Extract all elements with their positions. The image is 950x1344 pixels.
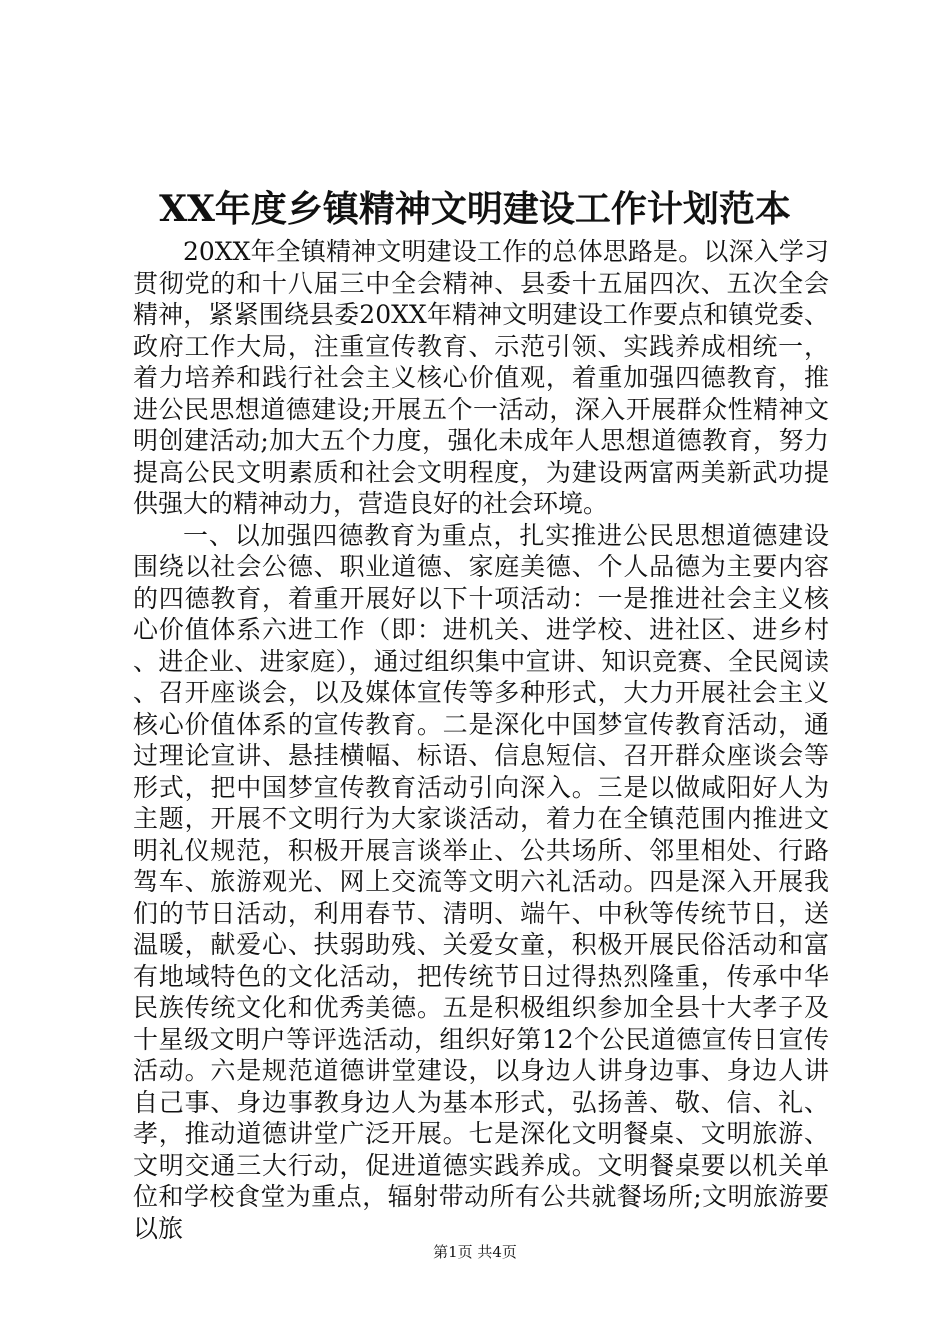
document-body <box>133 236 829 1244</box>
document-title: XX年度乡镇精神文明建设工作计划范本 <box>159 188 791 230</box>
paragraph-section-one: 一、以加强四德教育为重点，扎实推进公民思想道德建设围绕以社会公德、职业道德、家庭美德、个人品德为主要内容的四德教育，着重开展好以下十项活动：一是推进社会主义核心价值体系六进工作（即：进机关、进学校、进社区、进乡村、进企业、进家庭），通过组织集中宣讲、知识竞赛、全民阅读、召开座谈会，以及媒体宣传等多种形式，大力开展社会主义核心价值体系的宣传教育。二是深化中国梦宣传教育活动，通过理论宣讲、悬挂横幅、标语、信息短信、召开群众座谈会等形式，把中国梦宣传教育活动引向深入。三是以做咸阳好人为主题，开展不文明行为大家谈活动，着力在全镇范围内推进文明礼仪规范，积极开展言谈举止、公共场所、邻里相处、行路驾车、旅游观光、网上交流等文明六礼活动。四是深入开展我们的节日活动，利用春节、清明、端午、中秋等传统节日，送温暖，献爱心、扶弱助残、关爱女童，积极开展民俗活动和富有地域特色的文化活动，把传统节日过得热烈隆重，传承中华民族传统文化和优秀美德。五是积极组织参加全县十大孝子及十星级文明户等评选活动，组织好第12个公民道德宣传日宣传活动。六是规范道德讲堂建设，以身边人讲身边事、身边人讲自己事、身边事教身边人为基本形式，弘扬善、敬、信、礼、孝，推动道德讲堂广泛开展。七是深化文明餐桌、文明旅游、文明交通三大行动，促进道德实践养成。文明餐桌要以机关单位和学校食堂为重点，辐射带动所有公共就餐场所;文明旅游要以旅 <box>133 520 829 1243</box>
paragraph-intro: 20XX年全镇精神文明建设工作的总体思路是。以深入学习贯彻党的和十八届三中全会精神、县委十五届四次、五次全会精神，紧紧围绕县委20XX年精神文明建设工作要点和镇党委、政府工作大局，注重宣传教育、示范引领、实践养成相统一，着力培养和践行社会主义核心价值观，着重加强四德教育，推进公民思想道德建设;开展五个一活动，深入开展群众性精神文明创建活动;加大五个力度，强化未成年人思想道德教育，努力提高公民文明素质和社会文明程度，为建设两富两美新武功提供强大的精神动力，营造良好的社会环境。 <box>133 237 829 518</box>
page-footer: 第1页 共4页 <box>433 1243 517 1261</box>
